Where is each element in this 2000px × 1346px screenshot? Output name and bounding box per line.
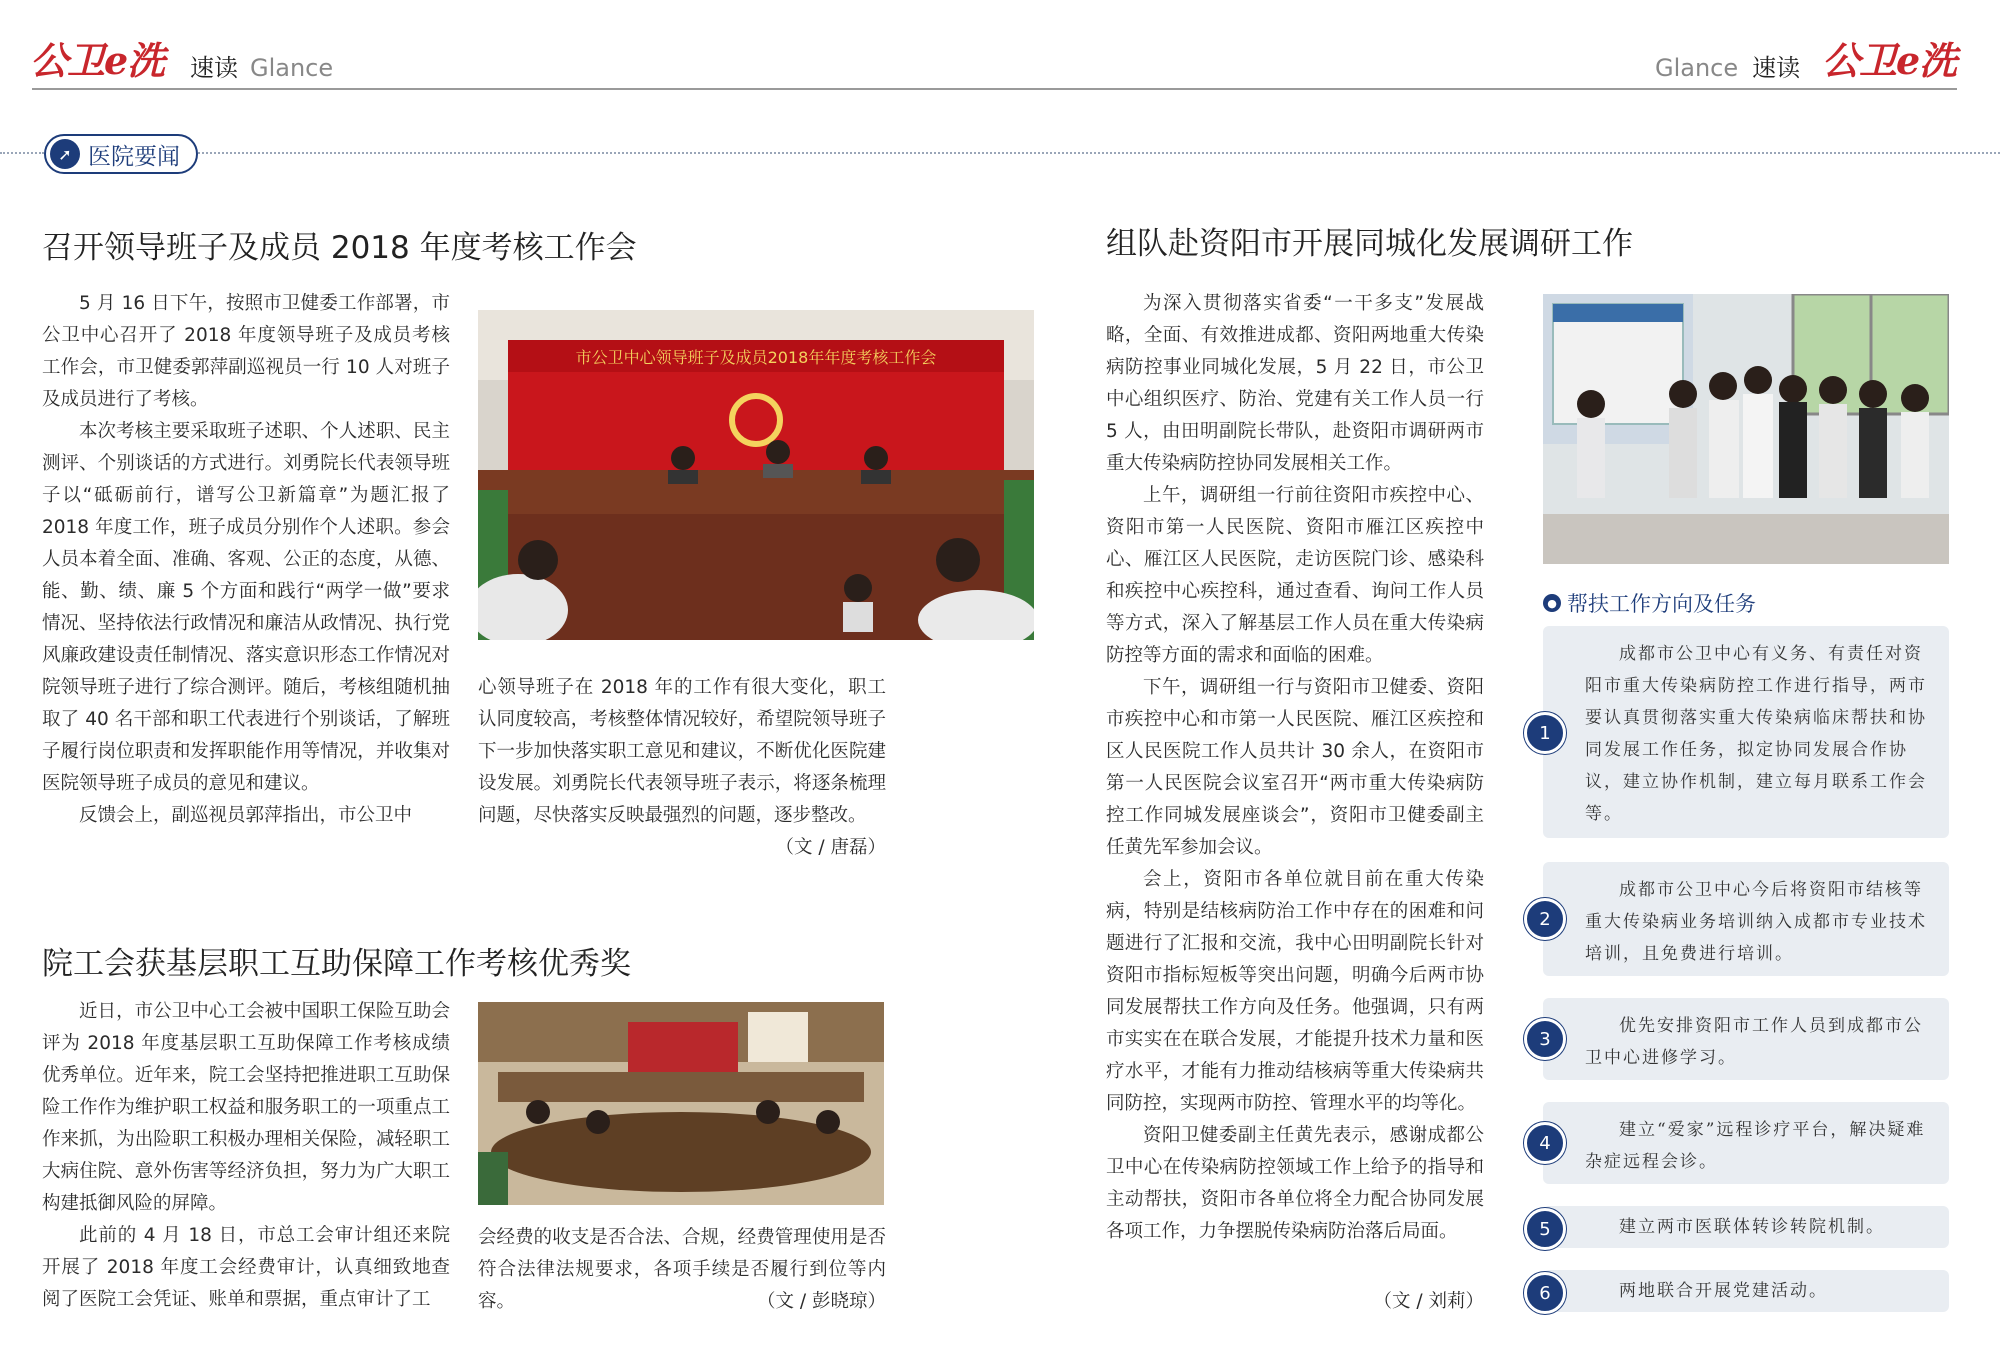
article2-para: 此前的 4 月 18 日，市总工会审计组还来院开展了 2018 年度工会经费审计，认真细致地查阅了医院工会凭证、账单和票据，重点审计了工 [42,1225,450,1310]
article1-para: 反馈会上，副巡视员郭萍指出，市公卫中 [79,805,413,826]
section-tag-label: 医院要闻 [88,143,180,170]
task-number: 4 [1524,1122,1566,1164]
task-text: 成都市公卫中心有义务、有责任对资阳市重大传染病防控工作进行指导，两市要认真贯彻落实重大传染病临床帮扶和协同发展工作任务，拟定协同发展合作协议，建立协作机制，建立每月联系工作会等。 [1585,644,1927,824]
article2-para: 近日，市公卫中心工会被中国职工保险互助会评为 2018 年度基层职工互助保障工作考核成绩优秀单位。近年来，院工会坚持把推进职工互助保险工作作为维护职工权益和服务职工的一项重点工作来抓，为出险职工积极办理相关保险，减轻职工大病住院、意外伤害等经济负担，努力为广大职工构建抵御风险的屏障。 [42,1001,450,1214]
article1-title: 召开领导班子及成员 2018 年度考核工作会 [42,230,637,266]
task-number: 3 [1524,1018,1566,1060]
sidebar-title [1543,588,1756,618]
task-item [1543,998,1949,1080]
article1-col1 [42,288,450,832]
task-item [1543,1270,1949,1312]
header-section-left [190,48,333,83]
task-item [1543,1206,1949,1248]
task-text: 建立两市医联体转诊转院机制。 [1619,1217,1885,1237]
bullet-icon: ● [1543,594,1561,612]
pin-icon: ➚ [50,139,80,169]
article3-col [1106,288,1484,1248]
article2-photo [478,1002,884,1205]
article1-photo [478,310,1034,640]
task-number: 6 [1524,1272,1566,1314]
section-rule-left [0,152,44,154]
article3-byline: （文 / 刘莉） [1373,1291,1484,1312]
banner-text: 市公卫中心领导班子及成员2018年年度考核工作会 [575,348,937,367]
article3-title: 组队赴资阳市开展同城化发展调研工作 [1106,226,1633,262]
meeting-room-photo-illustration [478,1002,884,1205]
article3-para: 资阳卫健委副主任黄先表示，感谢成都公卫中心在传染病防控领域工作上给予的指导和主动帮扶，资阳市各单位将全力配合协同发展各项工作，力争摆脱传染病防治落后局面。 [1106,1125,1484,1242]
task-text: 两地联合开展党建活动。 [1619,1281,1828,1301]
section-en-right: Glance [1655,54,1739,82]
meeting-photo-illustration [478,310,1034,640]
article2-byline: （文 / 彭晓琼） [757,1291,886,1312]
brand-logo-left: 公卫e洗 [30,38,165,83]
article3-photo [1543,294,1949,564]
section-en: Glance [250,54,334,82]
article1-para: 5 月 16 日下午，按照市卫健委工作部署，市公卫中心召开了 2018 年度领导班子及成员考核工作会，市卫健委郭萍副巡视员一行 10 人对班子及成员进行了考核。 [42,293,450,410]
header-section-right [1655,48,1800,83]
article1-byline: （文 / 唐磊） [775,837,886,858]
article1-para-cont: 心领导班子在 2018 年的工作有很大变化，职工认同度较高，考核整体情况较好，希望院领导班子下一步加快落实职工意见和建议，不断优化医院建设发展。刘勇院长代表领导班子表示，将逐条梳理问题，尽快落实反映最强烈的问题，逐步整改。 [478,677,886,826]
task-item [1543,626,1949,838]
task-text: 优先安排资阳市工作人员到成都市公卫中心进修学习。 [1585,1016,1923,1068]
section-cn-right: 速读 [1752,54,1801,82]
sidebar-title-text: 帮扶工作方向及任务 [1567,592,1756,616]
article3-para: 上午，调研组一行前往资阳市疾控中心、资阳市第一人民医院、资阳市雁江区疾控中心、雁江区人民医院，走访医院门诊、感染科和疾控中心疾控科，通过查看、询问工作人员等方式，深入了解基层工作人员在重大传染病防控等方面的需求和面临的困难。 [1106,485,1484,666]
section-rule-right [198,152,2000,154]
article1-para: 本次考核主要采取班子述职、个人述职、民主测评、个别谈话的方式进行。刘勇院长代表领导班子以“砥砺前行，谱写公卫新篇章”为题汇报了 2018 年度工作，班子成员分别作个人述职。参会人员本着全面、准确、客观、公正的态度，从德、能、勤、绩、廉 5 个方面和践行“两学一做”要求情况、坚持依法行政情况和廉洁从政情况、执行党风廉政建设责任制情况、落实意识形态工作情况对院领导班子进行了综合测评。随后，考核组随机抽取了 40 名干部和职工代表进行个别谈话，了解班子履行岗位职责和发挥职能作用等情况，并收集对医院领导班子成员的意见和建议。 [42,421,450,794]
section-tag [44,134,198,174]
article2-title: 院工会获基层职工互助保障工作考核优秀奖 [42,946,631,982]
task-number: 1 [1524,712,1566,754]
article3-para: 下午，调研组一行与资阳市卫健委、资阳市疾控中心和市第一人民医院、雁江区疾控和区人民医院工作人员共计 30 余人，在资阳市第一人民医院会议室召开“两市重大传染病防控工作同城发展座谈会”，资阳市卫健委副主任黄先军参加会议。 [1106,677,1484,858]
task-item [1543,862,1949,976]
article3-para: 为深入贯彻落实省委“一干多支”发展战略，全面、有效推进成都、资阳两地重大传染病防控事业同城化发展，5 月 22 日，市公卫中心组织医疗、防治、党建有关工作人员一行 5 人，由田明副院长带队，赴资阳市调研两市重大传染病防控协同发展相关工作。 [1106,293,1484,474]
task-text: 成都市公卫中心今后将资阳市结核等重大传染病业务培训纳入成都市专业技术培训，且免费进行培训。 [1585,880,1927,964]
section-cn: 速读 [190,54,238,82]
site-visit-photo-illustration [1543,294,1949,564]
article3-para: 会上，资阳市各单位就目前在重大传染病，特别是结核病防治工作中存在的困难和问题进行了汇报和交流，我中心田明副院长针对资阳市指标短板等突出问题，明确今后两市协同发展帮扶工作方向及任务。他强调，只有两市实实在在联合发展，才能提升技术力量和医疗水平，才能有力推动结核病等重大传染病共同防控，实现两市防控、管理水平的均等化。 [1106,869,1484,1114]
brand-logo-right: 公卫e洗 [1822,38,1957,83]
task-number: 2 [1524,898,1566,940]
header-divider [32,88,1957,90]
task-number: 5 [1524,1208,1566,1250]
article2-col1 [42,996,450,1316]
article2-para-cont: 会经费的收支是否合法、合规，经费管理使用是否符合法律法规要求，各项手续是否履行到位等内容。 [478,1227,886,1312]
task-item [1543,1102,1949,1184]
task-text: 建立“爱家”远程诊疗平台，解决疑难杂症远程会诊。 [1585,1120,1926,1172]
article1-col2 [478,672,886,832]
